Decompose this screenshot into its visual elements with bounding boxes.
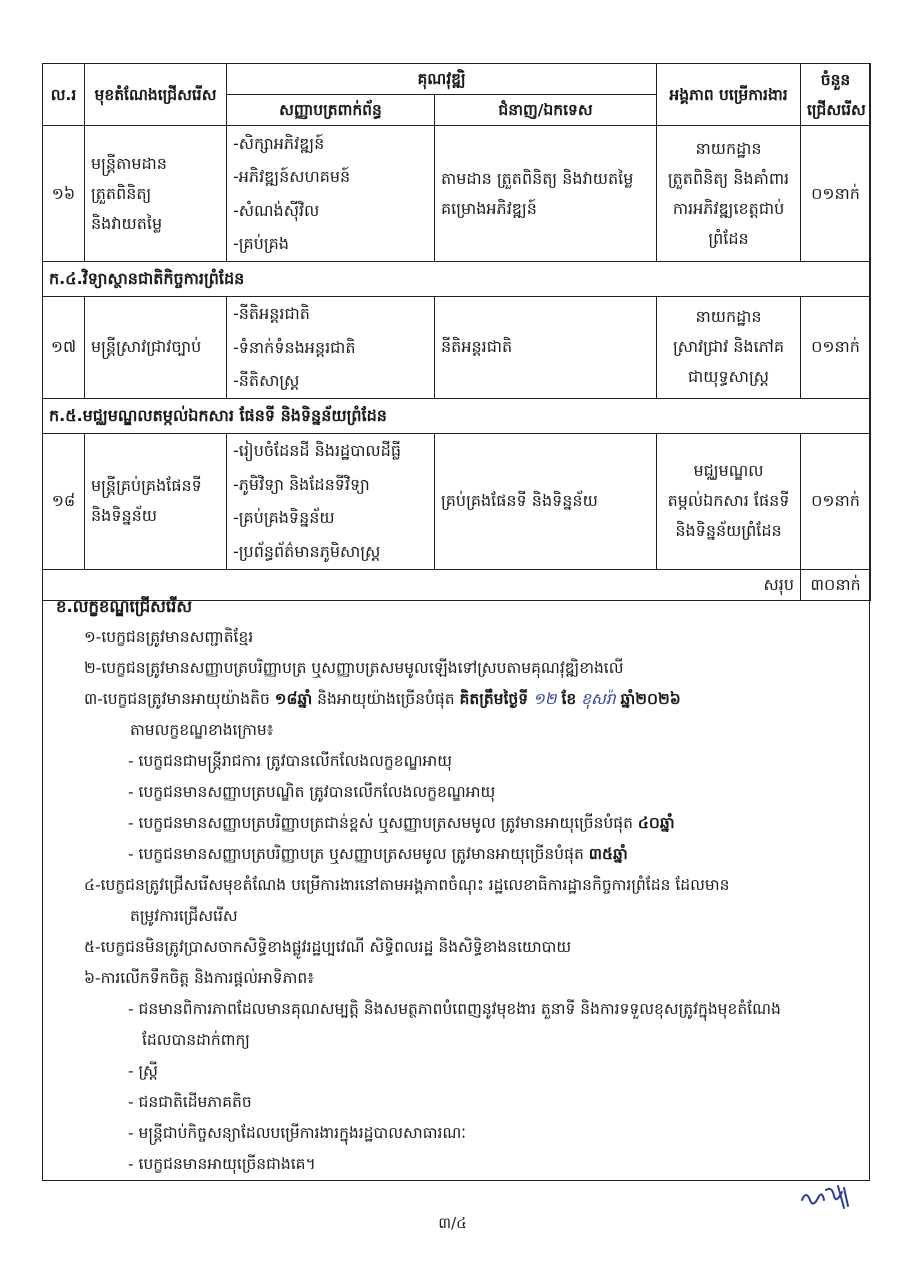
criteria-sub6-1-cont: ដែលបានដាក់ពាក្យ — [142, 1031, 250, 1049]
header-degree: សញ្ញាបត្រពាក់ព័ន្ធ — [227, 95, 435, 126]
criteria-sub-4: - បេក្ខជនមានសញ្ញាបត្របរិញ្ញាបត្រ ឬសញ្ញាបត្រសមមូល ត្រូវមានអាយុច្រើនបំផុត ៣៥ឆ្នាំ — [128, 845, 628, 863]
row-unit — [657, 126, 801, 262]
row-degrees-line: -នីតិអន្តរជាតិ — [233, 304, 310, 323]
row-unit-line: នាយកដ្ឋាន — [695, 307, 762, 327]
section-heading: ក.៤.វិទ្យាស្ថានជាតិកិច្ចការព្រំដែន — [43, 262, 871, 297]
criteria-sub6-4: - មន្ត្រីជាប់កិច្ចសន្យាដែលបម្រើការងារក្នុងរដ្ឋបាលសាធារណៈ — [128, 1124, 467, 1142]
row-no: ១៦ — [43, 126, 85, 262]
criteria-sub6-3: - ជនជាតិដើមភាគតិច — [128, 1093, 252, 1111]
row-degrees-line: -គ្រប់គ្រង — [233, 234, 289, 253]
header-skill: ជំនាញ/ឯកទេស — [435, 95, 657, 126]
criteria-item-4-cont: តម្រូវការជ្រើសរើស — [130, 907, 238, 925]
row-position — [85, 433, 227, 569]
row-count: ០១នាក់ — [801, 433, 871, 569]
row-degrees — [227, 433, 435, 569]
row-degrees — [227, 297, 435, 399]
row-skill — [435, 433, 657, 569]
row-degrees-line: -សិក្សាអភិវឌ្ឍន៍ — [233, 133, 325, 153]
row-position-line: ត្រួតពិនិត្យ — [91, 183, 152, 203]
row-degrees-line: -អភិវឌ្ឍន៍សហគមន៍ — [233, 167, 351, 186]
criteria-item-1: ១-បេក្ខជនត្រូវមានសញ្ជាតិខ្មែរ — [84, 628, 254, 646]
row-skill — [435, 126, 657, 262]
row-degrees-line: -គ្រប់គ្រងទិន្នន័យ — [233, 508, 335, 527]
row-unit-line: ជាយុទ្ធសាស្ត្រ — [688, 367, 769, 387]
row-skill-line: នីតិអន្តរជាតិ — [441, 337, 513, 357]
header-count: ចំនួន ជ្រើសរើស — [801, 64, 871, 126]
row-degrees-line: -នីតិសាស្ត្រ — [233, 371, 300, 390]
row-unit-line: នាយកដ្ឋាន — [695, 138, 762, 158]
row-unit-line: ស្រាវជ្រាវ និងភៅគ — [672, 337, 785, 357]
row-unit-line: ព្រំដែន — [708, 228, 749, 248]
row-count: ០១នាក់ — [801, 297, 871, 399]
handwritten-day: ១២ — [533, 690, 557, 708]
row-unit-line: តម្កល់ឯកសារ ផែនទី — [667, 491, 790, 510]
row-skill-line: តាមដាន ត្រួតពិនិត្យ និងវាយតម្លៃ — [441, 168, 634, 188]
row-degrees-line: -សំណង់ស៊ីវិល — [233, 200, 320, 220]
row-degrees — [227, 126, 435, 262]
criteria-sub-1: - បេក្ខជនជាមន្ត្រីរាជការ ត្រូវបានលើកលែងលក្ខខណ្ឌអាយុ — [128, 752, 453, 770]
row-skill — [435, 297, 657, 399]
row-position-line: មន្ត្រីស្រាវជ្រាវច្បាប់ — [91, 337, 202, 357]
total-value: ៣០នាក់ — [801, 569, 871, 600]
header-position: មុខតំណែងជ្រើសរើស — [85, 64, 227, 126]
signature-initials — [798, 1180, 858, 1212]
row-unit — [657, 433, 801, 569]
row-count: ០១នាក់ — [801, 126, 871, 262]
row-no: ១៨ — [43, 433, 85, 569]
criteria-item-3: ៣-បេក្ខជនត្រូវមានអាយុយ៉ាងតិច ១៨ឆ្នាំ និងអាយុយ៉ាងច្រើនបំផុត គិតត្រឹមថ្ងៃទី ១២ ខែ ខុសរ៉ា ឆ្នាំ២០២៦ — [84, 690, 681, 708]
row-unit-line: និងទិន្នន័យព្រំដែន — [675, 521, 782, 540]
row-position-line: និងទិន្នន័យ — [91, 506, 158, 525]
row-position-line: មន្ត្រីតាមដាន — [91, 153, 167, 173]
row-degrees-line: -រៀបចំដែនដី និងរដ្ឋបាលដីធ្លី — [233, 441, 401, 460]
header-unit: អង្គភាព បម្រើការងារ — [657, 64, 801, 126]
row-position-line: និងវាយតម្លៃ — [91, 213, 163, 233]
criteria-sub6-2: - ស្ត្រី — [128, 1062, 158, 1080]
criteria-item-3-cont: តាមលក្ខខណ្ឌខាងក្រោម៖ — [130, 721, 274, 739]
section-heading: ក.៥.មជ្ឈមណ្ឌលតម្កល់ឯកសារ ផែនទី និងទិន្នន័យព្រំដែន — [43, 398, 871, 433]
criteria-sub6-5: - បេក្ខជនមានអាយុច្រើនជាងគេ។ — [128, 1155, 316, 1173]
row-degrees-line: -ភូមិវិទ្យា និងដែនទីវិទ្យា — [233, 474, 370, 494]
criteria-sub-2: - បេក្ខជនមានសញ្ញាបត្របណ្ឌិត ត្រូវបានលើកលែងលក្ខខណ្ឌអាយុ — [128, 783, 496, 801]
header-no: ល.រ — [43, 64, 85, 126]
criteria-item-4: ៤-បេក្ខជនត្រូវជ្រើសរើសមុខតំណែង បម្រើការងារនៅតាមអង្គភាពចំណុះ រដ្ឋលេខាធិការដ្ឋានកិច្ចការព្រំដែន ដែលមាន — [84, 876, 730, 894]
criteria-title: ខ.លក្ខខណ្ឌជ្រើសរើស — [56, 597, 193, 616]
total-label: សរុប — [43, 569, 801, 600]
row-degrees-line: -ប្រព័ន្ធព័ត៌មានភូមិសាស្ត្រ — [233, 541, 381, 561]
row-position — [85, 297, 227, 399]
row-unit-line: ការអភិវឌ្ឍខេត្តជាប់ — [672, 198, 785, 218]
criteria-item-5: ៥-បេក្ខជនមិនត្រូវប្រាសចាកសិទ្ធិខាងផ្លូវរដ្ឋប្បវេណី សិទ្ធិពលរដ្ឋ និងសិទ្ធិខាងនយោបាយ — [84, 938, 572, 956]
criteria-item-6: ៦-ការលើកទឹកចិត្ត និងការផ្តល់អាទិភាព៖ — [84, 969, 315, 987]
row-no: ១៧ — [43, 297, 85, 399]
handwritten-month: ខុសរ៉ា — [581, 690, 616, 708]
page-number: ៣/៤ — [438, 1214, 467, 1232]
row-unit-line: មជ្ឈមណ្ឌល — [693, 461, 764, 480]
row-position-line: មន្ត្រីគ្រប់គ្រងផែនទី — [91, 476, 202, 495]
positions-table — [42, 63, 871, 601]
criteria-sub-3: - បេក្ខជនមានសញ្ញាបត្របរិញ្ញាបត្រជាន់ខ្ពស់ ឬសញ្ញាបត្រសមមូល ត្រូវមានអាយុច្រើនបំផុត ៤០ឆ្នាំ — [128, 814, 675, 832]
row-degrees-line: -ទំនាក់ទំនងអន្តរជាតិ — [233, 337, 356, 357]
header-qualification: គុណវុឌ្ឍិ — [227, 64, 657, 95]
criteria-sub6-1: - ជនមានពិការភាពដែលមានគុណសម្បត្តិ និងសមត្ថភាពបំពេញនូវមុខងារ តួនាទី និងការទទួលខុសត្រូវក្នុងមុខតំណែង — [128, 1000, 781, 1018]
criteria-item-2: ២-បេក្ខជនត្រូវមានសញ្ញាបត្របរិញ្ញាបត្រ ឬសញ្ញាបត្រសមមូលឡើងទៅស្របតាមគុណវុឌ្ឍិខាងលើ — [84, 659, 624, 677]
row-skill-line: គម្រោងអភិវឌ្ឍន៍ — [441, 198, 537, 218]
row-position — [85, 126, 227, 262]
row-unit — [657, 297, 801, 399]
row-unit-line: ត្រួតពិនិត្យ និងគាំពារ — [667, 168, 790, 188]
row-skill-line: គ្រប់គ្រងផែនទី និងទិន្នន័យ — [441, 491, 598, 510]
selection-criteria — [56, 592, 861, 1180]
